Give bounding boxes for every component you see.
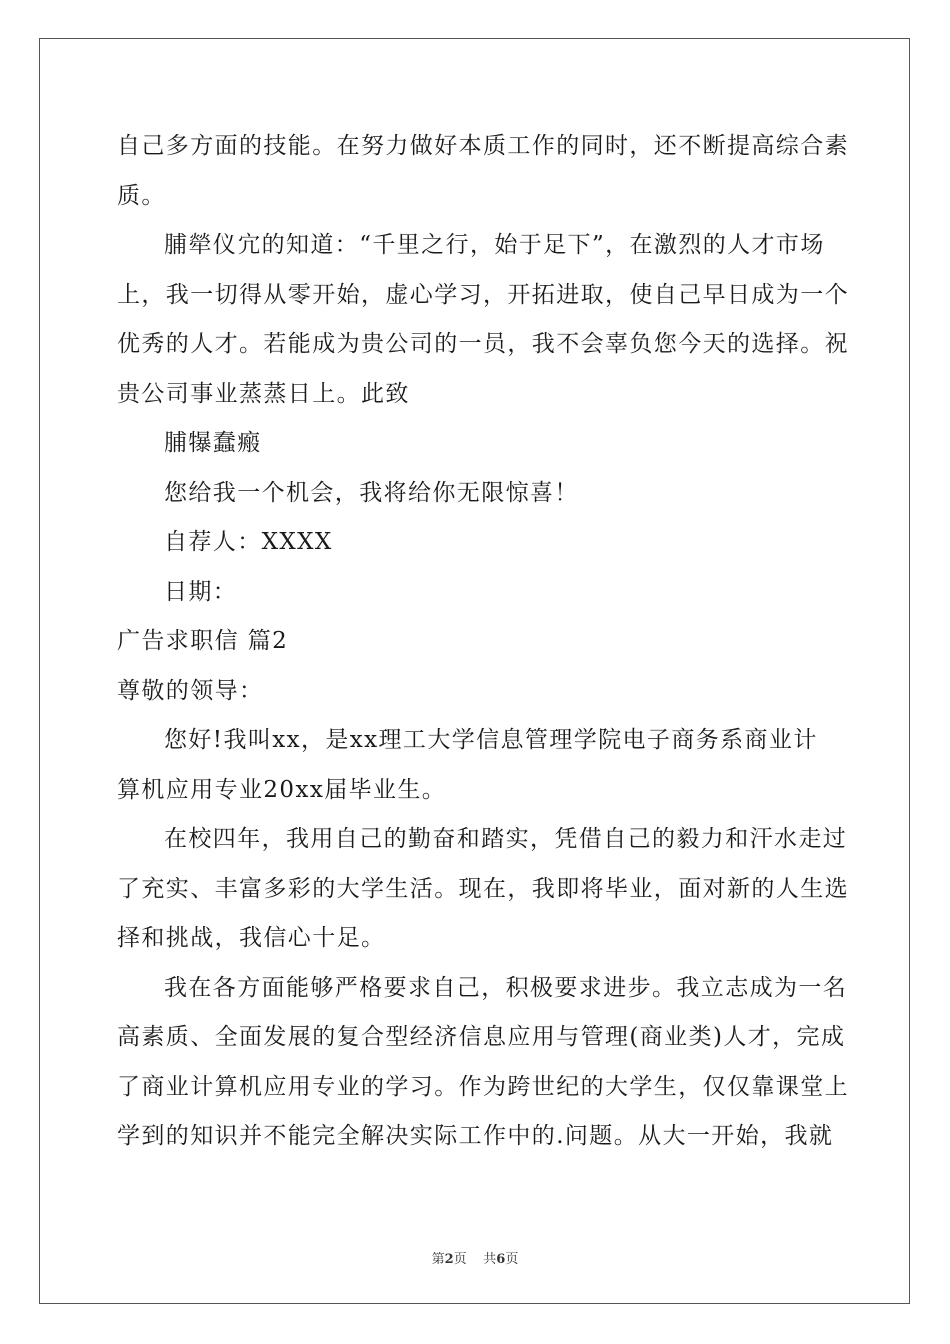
text-line: 了商业计算机应用专业的学习。作为跨世纪的大学生，仅仅靠课堂上 <box>117 1073 849 1100</box>
text-line: 质。 <box>117 182 166 209</box>
section-title: 广告求职信 篇2 <box>117 628 289 654</box>
total-suffix: 页 <box>505 1252 519 1267</box>
text-line: 我在各方面能够严格要求自己，积极要求进步。我立志成为一名 <box>164 974 848 1001</box>
text-line: 上，我一切得从零开始，虚心学习，开拓进取，使自己早日成为一个 <box>117 281 849 308</box>
text-line: 脯犖仪宂的知道：“千里之行，始于足下”，在激烈的人才市场 <box>164 232 825 258</box>
total-prefix: 共 <box>483 1252 497 1267</box>
page-suffix: 页 <box>453 1252 467 1267</box>
page-footer <box>0 1248 950 1267</box>
text-line: 您好!我叫xx，是xx理工大学信息管理学院电子商务系商业计 <box>164 727 818 753</box>
text-line: 算机应用专业20xx届毕业生。 <box>117 776 447 803</box>
text-line: 优秀的人才。若能成为贵公司的一员，我不会辜负您今天的选择。祝 <box>117 331 849 357</box>
text-line: 脯犦蠢瘢 <box>164 430 262 456</box>
salutation: 尊敬的领导： <box>117 677 264 704</box>
text-line: 在校四年，我用自己的勤奋和踏实，凭借自己的毅力和汗水走过 <box>164 826 848 852</box>
text-line: 您给我一个机会，我将给你无限惊喜！ <box>164 479 579 506</box>
text-line: 了充实、丰富多彩的大学生活。现在，我即将毕业，面对新的人生选 <box>117 875 849 902</box>
page-number: 2 <box>444 1252 454 1267</box>
total-pages: 6 <box>496 1252 506 1267</box>
text-line: 择和挑战，我信心十足。 <box>117 925 386 951</box>
text-line: 高素质、全面发展的复合型经济信息应用与管理(商业类)人才，完成 <box>117 1024 846 1050</box>
page-prefix: 第 <box>431 1252 445 1267</box>
document-body <box>117 122 849 1162</box>
text-line: 贵公司事业蒸蒸日上。此致 <box>117 380 410 407</box>
text-line: 学到的知识并不能完全解决实际工作中的.问题。从大一开始，我就 <box>117 1123 834 1149</box>
signature-line: 自荐人：XXXX <box>164 529 333 555</box>
text-line: 自己多方面的技能。在努力做好本质工作的同时，还不断提高综合素 <box>117 133 849 159</box>
date-line: 日期： <box>164 578 238 605</box>
